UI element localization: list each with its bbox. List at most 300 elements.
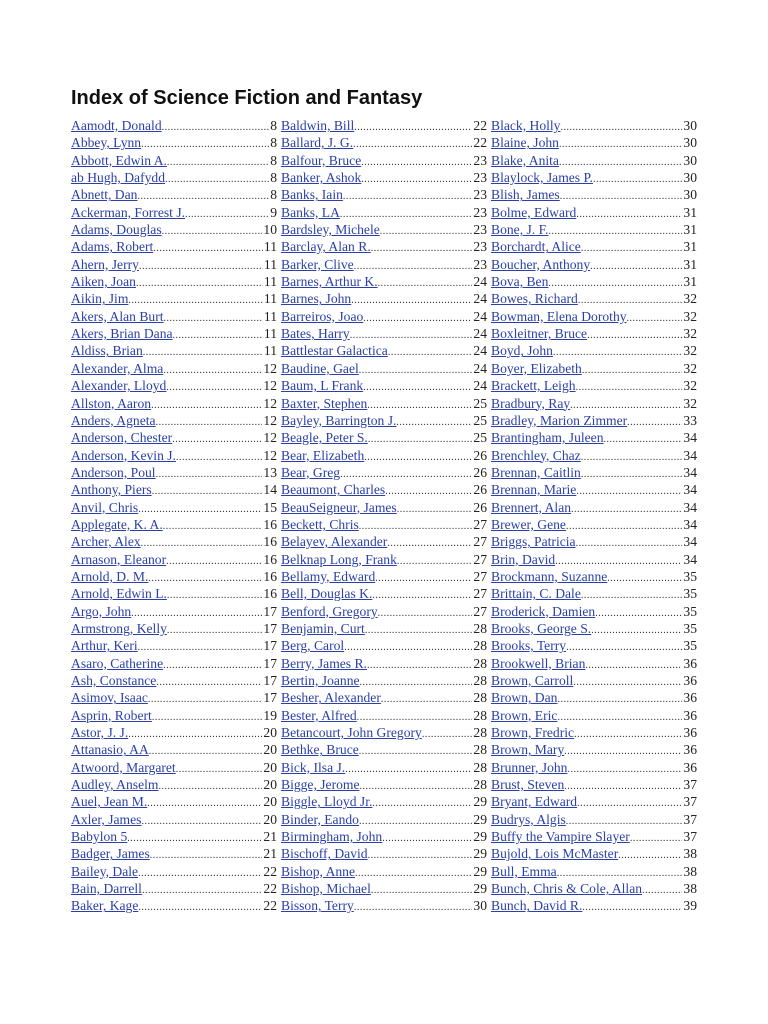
index-entry-link[interactable]: Archer, Alex — [71, 534, 141, 550]
dot-leader — [152, 709, 263, 724]
dot-leader — [162, 223, 263, 238]
index-entry — [491, 134, 697, 151]
index-entry — [281, 551, 487, 568]
index-entry-link[interactable]: Barreiros, Joao — [281, 308, 364, 324]
page-number: 28 — [473, 759, 487, 775]
index-entry-link[interactable]: Astor, J. J. — [71, 725, 129, 741]
page-number: 12 — [263, 447, 277, 463]
index-entry-link[interactable]: Bethke, Bruce — [281, 742, 359, 758]
index-entry-link[interactable]: Barker, Clive — [281, 256, 354, 272]
index-entry-link[interactable]: Ahern, Jerry — [71, 256, 139, 272]
index-entry-link[interactable]: Bick, Ilsa J. — [281, 759, 346, 775]
page-number: 28 — [473, 673, 487, 688]
index-column-1 — [71, 117, 277, 915]
index-entry-link[interactable]: Aiken, Joan — [71, 274, 136, 290]
page-number: 21 — [263, 846, 277, 862]
index-entry — [281, 481, 487, 498]
index-entry-link[interactable]: Borchardt, Alice — [491, 239, 581, 255]
index-entry-link[interactable]: Black, Holly — [491, 118, 561, 133]
page-number: 28 — [473, 725, 487, 741]
index-entry-link[interactable]: Brust, Steven — [491, 777, 565, 793]
index-entry — [71, 429, 277, 446]
index-entry-link[interactable]: Asprin, Robert — [71, 707, 152, 723]
index-entry-link[interactable]: Belknap Long, Frank — [281, 551, 397, 567]
index-entry-link[interactable]: Badger, James — [71, 846, 150, 862]
index-entry-link[interactable]: Bowman, Elena Dorothy — [491, 308, 627, 324]
page-title: Index of Science Fiction and Fantasy — [71, 87, 423, 109]
index-column-3 — [491, 117, 697, 915]
index-entry-link[interactable]: Baxter, Stephen — [281, 395, 368, 411]
index-entry — [491, 342, 697, 359]
index-entry-link[interactable]: Boyer, Elizabeth — [491, 360, 582, 376]
index-entry-link[interactable]: Akers, Brian Dana — [71, 326, 173, 342]
dot-leader — [136, 275, 263, 290]
index-entry-link[interactable]: Brockmann, Suzanne — [491, 568, 608, 584]
dot-leader — [361, 171, 472, 186]
page-number: 35 — [683, 586, 697, 602]
dot-leader — [566, 518, 682, 533]
dot-leader — [138, 899, 262, 914]
page-number: 27 — [473, 516, 487, 532]
index-entry-link[interactable]: Baker, Kage — [71, 898, 139, 914]
index-entry-link[interactable]: Abnett, Dan — [71, 187, 138, 203]
index-entry-link[interactable]: Bull, Emma — [491, 863, 557, 879]
index-entry-link[interactable]: Benford, Gregory — [281, 603, 378, 619]
dot-leader — [581, 240, 683, 255]
dot-leader — [604, 431, 683, 446]
index-entry-link[interactable]: Anders, Agneta — [71, 412, 156, 428]
index-entry-link[interactable]: Bain, Darrell — [71, 881, 142, 897]
index-entry-link[interactable]: Bryant, Edward — [491, 794, 578, 810]
index-entry-link[interactable]: Bell, Douglas K. — [281, 586, 373, 602]
index-entry-link[interactable]: Berg, Carol — [281, 638, 345, 654]
index-entry — [281, 169, 487, 186]
index-entry-link[interactable]: Arnold, D. M. — [71, 568, 149, 584]
index-entry-link[interactable]: Biggle, Lloyd Jr. — [281, 794, 373, 810]
index-entry — [281, 447, 487, 464]
index-entry — [71, 360, 277, 377]
index-entry-link[interactable]: Anderson, Kevin J. — [71, 447, 176, 463]
index-entry-link[interactable]: Argo, John — [71, 603, 132, 619]
index-entry-link[interactable]: Bailey, Dale — [71, 863, 139, 879]
dot-leader — [148, 691, 263, 706]
dot-leader — [185, 206, 269, 221]
dot-leader — [371, 882, 473, 897]
index-entry-link[interactable]: Bishop, Anne — [281, 863, 356, 879]
page-number: 24 — [473, 343, 487, 359]
dot-leader — [163, 362, 262, 377]
page-number: 23 — [473, 204, 487, 220]
page-number: 22 — [473, 135, 487, 151]
index-entry-link[interactable]: Akers, Alan Burt — [71, 308, 164, 324]
index-entry — [281, 342, 487, 359]
index-entry — [71, 585, 277, 602]
index-entry — [281, 273, 487, 290]
index-entry — [491, 880, 697, 897]
dot-leader — [378, 275, 473, 290]
dot-leader — [567, 761, 682, 776]
dot-leader — [591, 622, 682, 637]
page-number: 25 — [473, 412, 487, 428]
index-entry-link[interactable]: Abbey, Lynn — [71, 135, 142, 151]
dot-leader — [368, 847, 473, 862]
index-entry — [281, 585, 487, 602]
index-entry — [281, 429, 487, 446]
index-entry-link[interactable]: Banks, LA — [281, 204, 340, 220]
index-entry-link[interactable]: Bova, Ben — [491, 274, 549, 290]
index-entry-link[interactable]: Blaylock, James P. — [491, 170, 593, 186]
index-entry-link[interactable]: Benjamin, Curt — [281, 620, 365, 636]
page-number: 26 — [473, 447, 487, 463]
page-number: 25 — [473, 430, 487, 446]
index-entry-link[interactable]: Bishop, Michael — [281, 881, 371, 897]
index-entry-link[interactable]: Bertin, Joanne — [281, 673, 360, 688]
index-entry-link[interactable]: Beckett, Chris — [281, 516, 359, 532]
page-number: 27 — [473, 586, 487, 602]
index-entry-link[interactable]: Baum, L Frank — [281, 378, 364, 394]
index-entry-link[interactable]: Brennan, Marie — [491, 482, 577, 498]
index-entry — [281, 204, 487, 221]
page-number: 16 — [263, 586, 277, 602]
dot-leader — [367, 397, 472, 412]
dot-leader — [152, 483, 263, 498]
index-entry-link[interactable]: Aldiss, Brian — [71, 343, 143, 359]
dot-leader — [559, 136, 682, 151]
dot-leader — [162, 119, 270, 134]
index-entry-link[interactable]: Anderson, Chester — [71, 430, 173, 446]
index-entry-link[interactable]: Babylon 5 — [71, 829, 128, 845]
index-entry-link[interactable]: Bear, Greg — [281, 464, 341, 480]
index-entry-link[interactable]: Banker, Ashok — [281, 170, 362, 186]
index-entry-link[interactable]: Ballard, J. G. — [281, 135, 354, 151]
page-number: 8 — [270, 170, 277, 186]
index-entry — [281, 828, 487, 845]
dot-leader — [397, 501, 473, 516]
page-number: 12 — [263, 412, 277, 428]
index-entry — [491, 290, 697, 307]
page-number: 29 — [473, 881, 487, 897]
page-number: 34 — [683, 430, 697, 446]
index-entry — [491, 360, 697, 377]
dot-leader — [167, 622, 263, 637]
index-entry-link[interactable]: Atwoord, Margaret — [71, 759, 176, 775]
page-number: 32 — [683, 395, 697, 411]
dot-leader — [344, 639, 472, 654]
index-entry — [491, 273, 697, 290]
index-entry-link[interactable]: Arthur, Keri — [71, 638, 138, 654]
index-entry-link[interactable]: Berry, James R. — [281, 655, 367, 671]
index-entry-link[interactable]: Beaumont, Charles — [281, 482, 386, 498]
index-entry-link[interactable]: Brooks, George S. — [491, 620, 592, 636]
dot-leader — [360, 778, 473, 793]
index-entry-link[interactable]: Besher, Alexander — [281, 690, 381, 706]
page-number: 14 — [263, 482, 277, 498]
dot-leader — [127, 830, 262, 845]
index-entry-link[interactable]: Brennan, Caitlin — [491, 464, 581, 480]
index-entry-link[interactable]: Axler, James — [71, 811, 142, 827]
index-entry-link[interactable]: Brenchley, Chaz — [491, 447, 581, 463]
index-entry-link[interactable]: Bischoff, David — [281, 846, 368, 862]
index-entry-link[interactable]: Balfour, Bruce — [281, 152, 362, 168]
index-entry-link[interactable]: Blake, Anita — [491, 152, 559, 168]
index-entry-link[interactable]: Bear, Elizabeth — [281, 447, 365, 463]
index-entry-link[interactable]: Buffy the Vampire Slayer — [491, 829, 630, 845]
index-entry — [71, 828, 277, 845]
page-number: 11 — [263, 274, 277, 290]
page-number: 23 — [473, 256, 487, 272]
dot-leader — [354, 258, 473, 273]
index-entry-link[interactable]: Bradbury, Ray — [491, 395, 571, 411]
page-number: 30 — [683, 187, 697, 203]
index-entry-link[interactable]: Brown, Carroll — [491, 673, 574, 688]
index-entry — [491, 152, 697, 169]
page-number: 27 — [473, 568, 487, 584]
index-entry-link[interactable]: Brown, Mary — [491, 742, 565, 758]
page-number: 29 — [473, 846, 487, 862]
dot-leader — [372, 795, 472, 810]
index-entry-link[interactable]: Abbott, Edwin A. — [71, 152, 167, 168]
page-number: 8 — [270, 118, 277, 133]
index-entry — [281, 117, 487, 134]
page-number: 36 — [683, 742, 697, 758]
index-entry — [491, 551, 697, 568]
index-entry — [71, 152, 277, 169]
index-entry — [71, 169, 277, 186]
index-entry — [491, 655, 697, 672]
index-entry-link[interactable]: Brown, Fredric — [491, 725, 575, 741]
index-entry-link[interactable]: Alexander, Lloyd — [71, 378, 167, 394]
index-entry-link[interactable]: Anvil, Chris — [71, 499, 139, 515]
index-entry-link[interactable]: Budrys, Algis — [491, 811, 566, 827]
index-entry-link[interactable]: Bates, Harry — [281, 326, 350, 342]
dot-leader — [368, 431, 473, 446]
page-number: 35 — [683, 568, 697, 584]
index-entry-link[interactable]: Banks, Iain — [281, 187, 343, 203]
index-entry — [281, 655, 487, 672]
index-entry-link[interactable]: Bester, Alfred — [281, 707, 357, 723]
index-entry-link[interactable]: Attanasio, AA — [71, 742, 149, 758]
dot-leader — [422, 726, 473, 741]
dot-leader — [360, 674, 473, 689]
index-entry-link[interactable]: Asaro, Catherine — [71, 655, 164, 671]
page-number: 28 — [473, 742, 487, 758]
index-entry-link[interactable]: Anderson, Poul — [71, 464, 156, 480]
index-entry-link[interactable]: Boucher, Anthony — [491, 256, 591, 272]
dot-leader — [138, 501, 262, 516]
index-entry — [491, 395, 697, 412]
dot-leader — [593, 171, 682, 186]
page-number: 21 — [263, 829, 277, 845]
index-entry-link[interactable]: BeauSeigneur, James — [281, 499, 397, 515]
dot-leader — [363, 379, 472, 394]
index-entry-link[interactable]: Applegate, K. A. — [71, 516, 163, 532]
index-entry-link[interactable]: Baldwin, Bill — [281, 118, 355, 133]
dot-leader — [380, 223, 473, 238]
index-entry-link[interactable]: Adams, Robert — [71, 239, 154, 255]
dot-leader — [630, 830, 683, 845]
index-entry-link[interactable]: Blish, James — [491, 187, 560, 203]
dot-leader — [141, 136, 269, 151]
page-number: 37 — [683, 794, 697, 810]
index-entry — [71, 308, 277, 325]
page-number: 25 — [473, 395, 487, 411]
page-number: 31 — [683, 256, 697, 272]
index-entry — [491, 811, 697, 828]
index-entry-link[interactable]: Bunch, Chris & Cole, Allan — [491, 881, 643, 897]
index-entry-link[interactable]: Brown, Dan — [491, 690, 558, 706]
index-entry — [491, 863, 697, 880]
page-number: 8 — [270, 187, 277, 203]
page-number: 37 — [683, 829, 697, 845]
page-number: 32 — [683, 360, 697, 376]
index-entry-link[interactable]: Bigge, Jerome — [281, 777, 360, 793]
index-entry-link[interactable]: Bone, J. F. — [491, 222, 549, 238]
index-entry-link[interactable]: Bujold, Lois McMaster — [491, 846, 619, 862]
page-number: 32 — [683, 343, 697, 359]
index-entry-link[interactable]: Asimov, Isaac — [71, 690, 148, 706]
page-number: 12 — [263, 360, 277, 376]
index-entry — [281, 811, 487, 828]
page-number: 10 — [263, 222, 277, 238]
index-entry-link[interactable]: Brooks, Terry — [491, 638, 567, 654]
page-number: 17 — [263, 620, 277, 636]
index-entry — [71, 811, 277, 828]
page-number: 33 — [683, 412, 697, 428]
index-entry-link[interactable]: ab Hugh, Dafydd — [71, 170, 166, 186]
index-entry-link[interactable]: Bolme, Edward — [491, 204, 577, 220]
page-number: 22 — [263, 881, 277, 897]
index-entry-link[interactable]: Briggs, Patricia — [491, 534, 576, 550]
index-entry-link[interactable]: Barclay, Alan R. — [281, 239, 371, 255]
page-number: 34 — [683, 464, 697, 480]
index-entry-link[interactable]: Brittain, C. Dale — [491, 586, 581, 602]
index-entry-link[interactable]: Allston, Aaron — [71, 395, 152, 411]
page-number: 16 — [263, 534, 277, 550]
index-entry-link[interactable]: Broderick, Damien — [491, 603, 596, 619]
index-entry — [281, 238, 487, 255]
dot-leader — [396, 414, 472, 429]
index-entry-link[interactable]: Beagle, Peter S. — [281, 430, 368, 446]
page-number: 23 — [473, 170, 487, 186]
index-entry-link[interactable]: Birmingham, John — [281, 829, 383, 845]
index-entry-link[interactable]: Ackerman, Forrest J. — [71, 204, 186, 220]
index-entry-link[interactable]: Baudine, Gael — [281, 360, 359, 376]
index-entry-link[interactable]: Brantingham, Juleen — [491, 430, 604, 446]
index-entry-link[interactable]: Brin, David — [491, 551, 556, 567]
index-entry-link[interactable]: Audley, Anselm — [71, 777, 159, 793]
dot-leader — [382, 830, 472, 845]
index-entry-link[interactable]: Alexander, Alma — [71, 360, 164, 376]
index-entry-link[interactable]: Brookwell, Brian — [491, 655, 586, 671]
index-entry — [491, 256, 697, 273]
index-entry-link[interactable]: Belayev, Alexander — [281, 534, 388, 550]
dot-leader — [340, 206, 473, 221]
page-number: 20 — [263, 777, 277, 793]
dot-leader — [627, 414, 682, 429]
index-entry — [71, 325, 277, 342]
index-entry-link[interactable]: Blaine, John — [491, 135, 559, 151]
page-number: 22 — [263, 863, 277, 879]
index-entry — [71, 793, 277, 810]
index-entry-link[interactable]: Bellamy, Edward — [281, 568, 376, 584]
index-entry-link[interactable]: Brennert, Alan — [491, 499, 572, 515]
index-entry-link[interactable]: Brackett, Leigh — [491, 378, 576, 394]
page-number: 36 — [683, 673, 697, 688]
page-number: 22 — [263, 898, 277, 914]
index-entry-link[interactable]: Arnold, Edwin L. — [71, 586, 167, 602]
index-entry-link[interactable]: Binder, Eando — [281, 811, 359, 827]
dot-leader — [156, 414, 263, 429]
index-entry-link[interactable]: Brown, Eric — [491, 707, 558, 723]
index-entry — [491, 117, 697, 134]
index-entry-link[interactable]: Bisson, Terry — [281, 898, 354, 914]
index-entry-link[interactable]: Aikin, Jim — [71, 291, 129, 307]
page-number: 24 — [473, 378, 487, 394]
page-number: 11 — [263, 256, 277, 272]
index-entry-link[interactable]: Ash, Constance — [71, 673, 157, 688]
page-number: 27 — [473, 551, 487, 567]
index-entry-link[interactable]: Aamodt, Donald — [71, 118, 162, 133]
index-entry — [281, 793, 487, 810]
index-entry-link[interactable]: Brewer, Gene — [491, 516, 566, 532]
dot-leader — [378, 605, 473, 620]
index-entry-link[interactable]: Betancourt, John Gregory — [281, 725, 422, 741]
index-entry-link[interactable]: Bowes, Richard — [491, 291, 578, 307]
dot-leader — [564, 743, 682, 758]
index-entry — [491, 897, 697, 914]
index-entry — [281, 412, 487, 429]
index-entry-link[interactable]: Armstrong, Kelly — [71, 620, 167, 636]
index-entry-link[interactable]: Adams, Douglas — [71, 222, 162, 238]
index-entry-link[interactable]: Boxleitner, Bruce — [491, 326, 588, 342]
index-entry — [491, 672, 697, 689]
index-entry-link[interactable]: Bunch, David R. — [491, 898, 583, 914]
dot-leader — [582, 362, 683, 377]
index-entry-link[interactable]: Barnes, John — [281, 291, 352, 307]
index-entry — [71, 186, 277, 203]
index-entry-link[interactable]: Anthony, Piers — [71, 482, 152, 498]
index-entry — [71, 603, 277, 620]
index-entry — [281, 845, 487, 862]
dot-leader — [138, 639, 263, 654]
index-entry — [281, 360, 487, 377]
page-number: 17 — [263, 690, 277, 706]
dot-leader — [176, 761, 263, 776]
index-entry-link[interactable]: Boyd, John — [491, 343, 553, 359]
index-entry — [491, 464, 697, 481]
page-number: 39 — [683, 898, 697, 914]
index-entry-link[interactable]: Battlestar Galactica — [281, 343, 388, 359]
index-entry-link[interactable]: Brunner, John — [491, 759, 568, 775]
index-entry-link[interactable]: Bardsley, Michele — [281, 222, 380, 238]
dot-leader — [577, 795, 682, 810]
dot-leader — [571, 501, 682, 516]
index-entry — [491, 377, 697, 394]
page-number: 34 — [683, 551, 697, 567]
index-entry-link[interactable]: Auel, Jean M. — [71, 794, 148, 810]
page-number: 24 — [473, 274, 487, 290]
index-entry-link[interactable]: Arnason, Eleanor — [71, 551, 167, 567]
dot-leader — [340, 466, 472, 481]
dot-leader — [138, 865, 262, 880]
page-number: 13 — [263, 464, 277, 480]
page-number: 34 — [683, 516, 697, 532]
index-entry-link[interactable]: Bradley, Marion Zimmer — [491, 412, 628, 428]
index-entry — [491, 186, 697, 203]
index-entry-link[interactable]: Barnes, Arthur K. — [281, 274, 378, 290]
index-entry — [71, 256, 277, 273]
index-entry-link[interactable]: Bayley, Barrington J. — [281, 412, 397, 428]
